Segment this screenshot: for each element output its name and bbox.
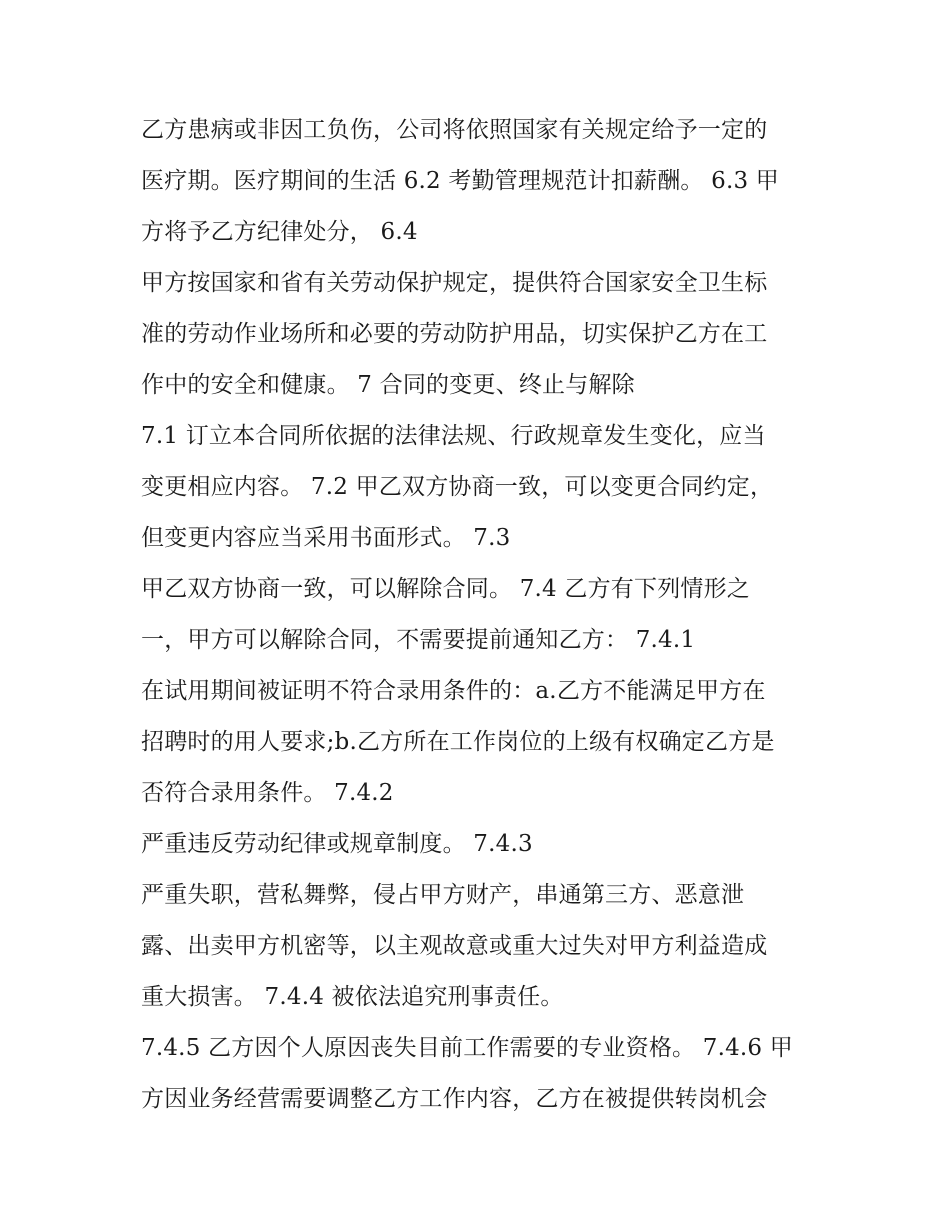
contract-text-body: [141, 105, 821, 1125]
text-line: 乙方患病或非因工负伤，公司将依照国家有关规定给予一定的: [141, 117, 768, 143]
text-line: 7.4.5 乙方因个人原因丧失目前工作需要的专业资格。 7.4.6 甲: [141, 1035, 793, 1061]
text-line: 变更相应内容。 7.2 甲乙双方协商一致，可以变更合同约定，: [141, 474, 774, 500]
text-line: 严重违反劳动纪律或规章制度。 7.4.3: [141, 831, 533, 857]
text-line: 一，甲方可以解除合同，不需要提前通知乙方： 7.4.1: [141, 627, 696, 653]
text-line: 作中的安全和健康。 7 合同的变更、终止与解除: [141, 372, 635, 398]
text-line: 招聘时的用人要求;b.乙方所在工作岗位的上级有权确定乙方是: [141, 729, 775, 755]
text-line: 方因业务经营需要调整乙方工作内容，乙方在被提供转岗机会: [141, 1086, 768, 1112]
text-line: 否符合录用条件。 7.4.2: [141, 780, 394, 806]
text-line: 7.1 订立本合同所依据的法律法规、行政规章发生变化，应当: [141, 423, 766, 449]
text-line: 甲乙双方协商一致，可以解除合同。 7.4 乙方有下列情形之: [141, 576, 750, 602]
text-line: 方将予乙方纪律处分， 6.4: [141, 219, 418, 245]
text-line: 露、出卖甲方机密等，以主观故意或重大过失对甲方利益造成: [141, 933, 768, 959]
text-line: 但变更内容应当采用书面形式。 7.3: [141, 525, 511, 551]
text-line: 甲方按国家和省有关劳动保护规定，提供符合国家安全卫生标: [141, 270, 768, 296]
text-line: 重大损害。 7.4.4 被依法追究刑事责任。: [141, 984, 564, 1010]
text-line: 医疗期。医疗期间的生活 6.2 考勤管理规范计扣薪酬。 6.3 甲: [141, 168, 779, 194]
text-line: 在试用期间被证明不符合录用条件的：a.乙方不能满足甲方在: [141, 678, 766, 704]
text-line: 准的劳动作业场所和必要的劳动防护用品，切实保护乙方在工: [141, 321, 768, 347]
text-line: 严重失职，营私舞弊，侵占甲方财产，串通第三方、恶意泄: [141, 882, 745, 908]
